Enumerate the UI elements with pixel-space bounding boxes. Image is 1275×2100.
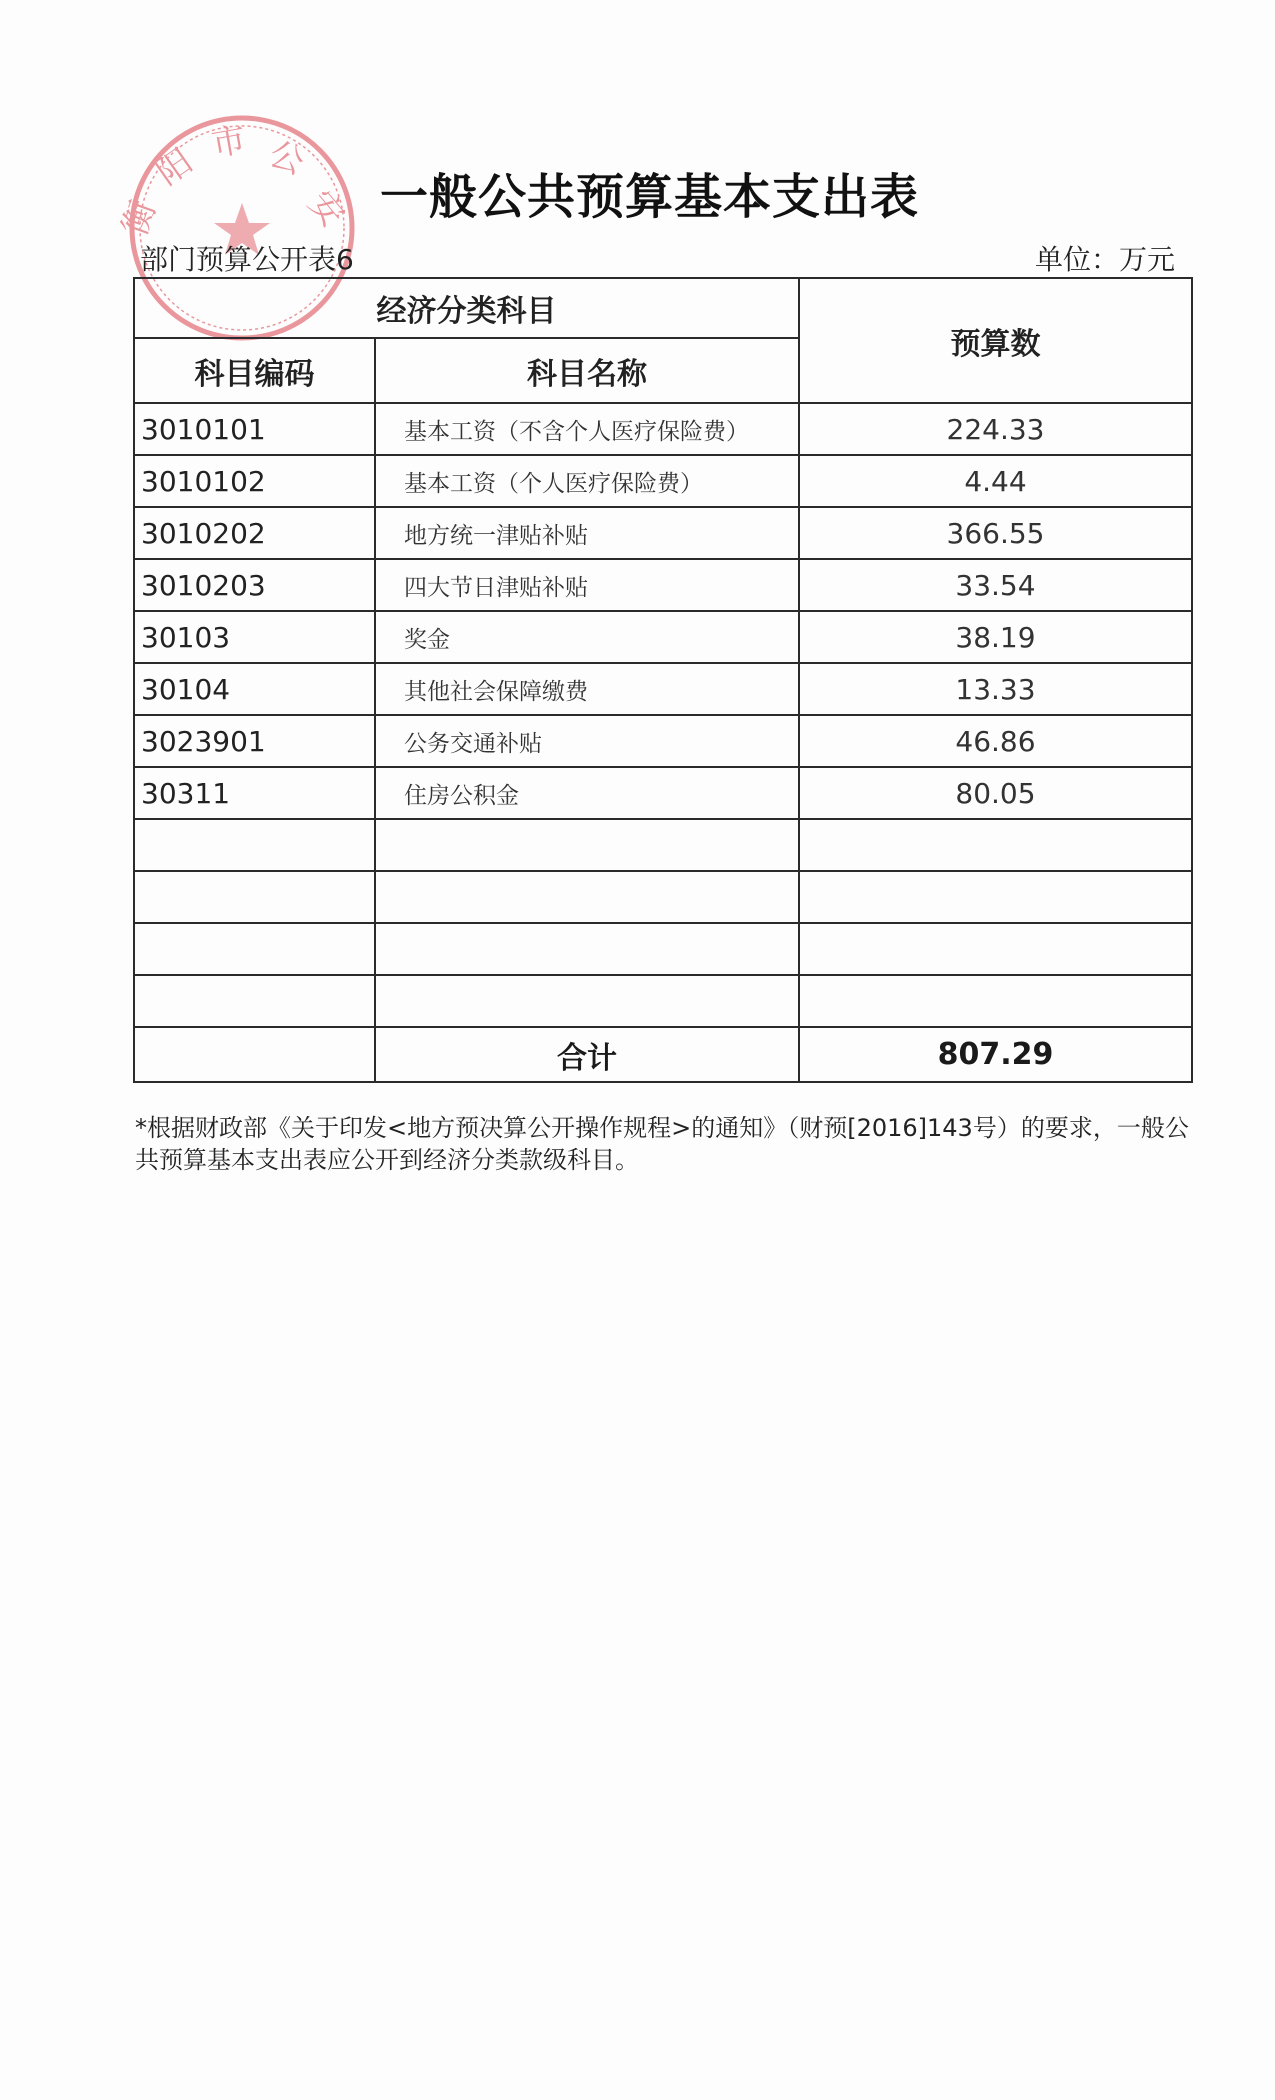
item-amount-cell: 224.33 xyxy=(799,403,1192,455)
item-name-cell: 奖金 xyxy=(375,611,799,663)
budget-table xyxy=(133,277,1193,1083)
form-label: 部门预算公开表6 xyxy=(140,243,354,276)
item-code-cell xyxy=(134,819,375,871)
svg-text:衡: 衡 xyxy=(114,195,165,242)
table-header-row xyxy=(134,278,1192,338)
table-row xyxy=(134,455,1192,507)
item-code-cell: 30103 xyxy=(134,611,375,663)
header-budget-amount: 预算数 xyxy=(799,278,1192,403)
table-row xyxy=(134,715,1192,767)
item-code-cell: 3010101 xyxy=(134,403,375,455)
item-code-cell: 30104 xyxy=(134,663,375,715)
footnote: *根据财政部《关于印发<地方预决算公开操作规程>的通知》（财预[2016]143号）的要求，一般公共预算基本支出表应公开到经济分类款级科目。 xyxy=(135,1114,1189,1174)
item-amount-cell xyxy=(799,871,1192,923)
svg-text:安: 安 xyxy=(300,183,353,235)
item-name-cell: 基本工资（个人医疗保险费） xyxy=(375,455,799,507)
item-name-cell xyxy=(375,975,799,1027)
item-amount-cell: 46.86 xyxy=(799,715,1192,767)
item-code-cell xyxy=(134,871,375,923)
item-name-cell: 住房公积金 xyxy=(375,767,799,819)
table-row xyxy=(134,611,1192,663)
header-item-code: 科目编码 xyxy=(134,338,375,403)
total-code-cell xyxy=(134,1027,375,1082)
header-item-name: 科目名称 xyxy=(375,338,799,403)
table-row xyxy=(134,767,1192,819)
table-row xyxy=(134,507,1192,559)
item-code-cell xyxy=(134,923,375,975)
item-amount-cell xyxy=(799,819,1192,871)
item-name-cell: 公务交通补贴 xyxy=(375,715,799,767)
item-name-cell: 四大节日津贴补贴 xyxy=(375,559,799,611)
item-code-cell: 3010202 xyxy=(134,507,375,559)
svg-text:市: 市 xyxy=(208,119,250,165)
item-code-cell xyxy=(134,975,375,1027)
item-amount-cell: 33.54 xyxy=(799,559,1192,611)
table-row xyxy=(134,663,1192,715)
table-row xyxy=(134,403,1192,455)
table-row-empty xyxy=(134,819,1192,871)
table-row-empty xyxy=(134,975,1192,1027)
table-row-empty xyxy=(134,923,1192,975)
item-name-cell: 其他社会保障缴费 xyxy=(375,663,799,715)
total-amount: 807.29 xyxy=(799,1027,1192,1082)
item-amount-cell: 38.19 xyxy=(799,611,1192,663)
svg-text:阳: 阳 xyxy=(149,141,201,194)
page-title: 一般公共预算基本支出表 xyxy=(380,169,920,225)
item-name-cell xyxy=(375,923,799,975)
item-name-cell: 基本工资（不含个人医疗保险费） xyxy=(375,403,799,455)
item-amount-cell xyxy=(799,975,1192,1027)
header-economic-category: 经济分类科目 xyxy=(134,278,799,338)
item-code-cell: 30311 xyxy=(134,767,375,819)
item-code-cell: 3010102 xyxy=(134,455,375,507)
item-amount-cell: 13.33 xyxy=(799,663,1192,715)
item-amount-cell: 80.05 xyxy=(799,767,1192,819)
table-total-row xyxy=(134,1027,1192,1082)
unit-label: 单位：万元 xyxy=(1035,243,1176,276)
item-name-cell xyxy=(375,819,799,871)
item-name-cell xyxy=(375,871,799,923)
table-row xyxy=(134,559,1192,611)
item-amount-cell: 366.55 xyxy=(799,507,1192,559)
item-name-cell: 地方统一津贴补贴 xyxy=(375,507,799,559)
item-code-cell: 3023901 xyxy=(134,715,375,767)
total-label: 合计 xyxy=(375,1027,799,1082)
item-amount-cell: 4.44 xyxy=(799,455,1192,507)
svg-text:公: 公 xyxy=(263,133,310,184)
item-code-cell: 3010203 xyxy=(134,559,375,611)
item-amount-cell xyxy=(799,923,1192,975)
table-row-empty xyxy=(134,871,1192,923)
